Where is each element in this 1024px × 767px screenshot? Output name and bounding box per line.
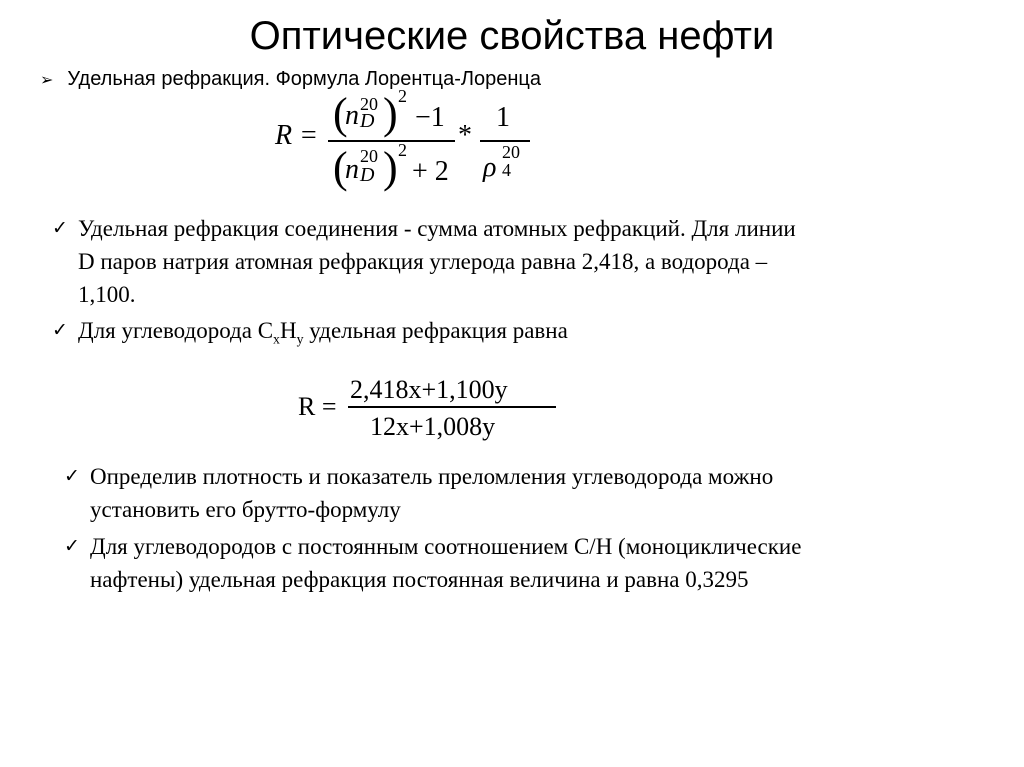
one: 1 — [496, 102, 510, 133]
check-icon: ✓ — [52, 319, 68, 341]
arrow-bullet-icon: ➢ — [40, 72, 54, 89]
bullet-line: установить его брутто-формулу — [90, 497, 401, 522]
minus-one: −1 — [415, 102, 445, 133]
bullet-line: нафтены) удельная рефракция постоянная величина и равна 0,3295 — [90, 567, 749, 592]
subtitle — [40, 68, 541, 91]
denominator: 12x+1,008y — [370, 412, 496, 441]
n-sub: D — [360, 164, 375, 186]
plus-two: + 2 — [412, 156, 449, 187]
n-sup: 20 — [360, 94, 378, 114]
n-sub: D — [360, 110, 375, 132]
formula-lhs: R = — [275, 120, 318, 151]
star: * — [458, 120, 472, 151]
check-icon: ✓ — [52, 217, 68, 239]
bullet-text: Для углеводорода C — [78, 318, 274, 343]
check-icon: ✓ — [64, 465, 80, 487]
subscript-y: y — [296, 331, 304, 347]
n-top: n — [345, 100, 359, 131]
n-bottom: n — [345, 154, 359, 185]
subscript-x: x — [273, 331, 280, 347]
bullet-line: Определив плотность и показатель преломления углеводорода можно — [90, 464, 774, 489]
bullet-line: Для углеводородов с постоянным соотношением С/Н (моноциклические — [90, 534, 802, 559]
pow: 2 — [398, 140, 407, 160]
bullet-line: D паров натрия атомная рефракция углерода равна 2,418, а водорода – — [78, 249, 768, 274]
subtitle-text: Удельная рефракция. Формула Лорентца-Лоренца — [67, 68, 541, 90]
page-title: Оптические свойства нефти — [249, 14, 775, 58]
rho-sup: 20 — [502, 142, 520, 162]
bullet-text: удельная рефракция равна — [303, 318, 568, 343]
pow: 2 — [398, 86, 407, 106]
bullet-3 — [64, 460, 774, 526]
bullet-line: Удельная рефракция соединения - сумма атомных рефракций. Для линии — [78, 216, 796, 241]
bullet-text: H — [279, 318, 297, 343]
bullet-1 — [52, 212, 796, 311]
check-icon: ✓ — [64, 535, 80, 557]
formula-lhs: R = — [298, 392, 337, 421]
bullet-4 — [64, 530, 802, 596]
bullet-line: 1,100. — [78, 282, 136, 307]
n-sup: 20 — [360, 146, 378, 166]
bullet-2 — [52, 314, 568, 356]
rho-sub: 4 — [502, 160, 511, 180]
numerator: 2,418x+1,100y — [350, 375, 508, 404]
rho: ρ — [483, 152, 497, 183]
